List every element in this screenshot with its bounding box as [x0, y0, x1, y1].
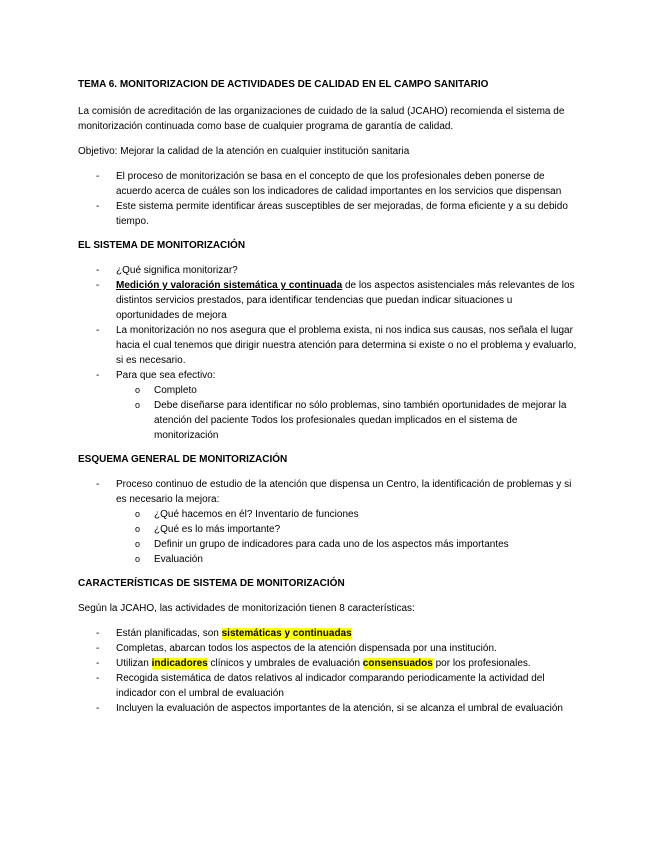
objective-paragraph: Objetivo: Mejorar la calidad de la atención en cualquier institución sanitaria	[78, 146, 410, 157]
document-page	[78, 78, 578, 716]
sub-list-item: o Completo	[116, 383, 578, 398]
sub-list-item: o ¿Qué es lo más importante?	[116, 522, 578, 537]
section-heading-sistema: EL SISTEMA DE MONITORIZACIÓN	[78, 240, 246, 251]
list-item	[78, 626, 578, 641]
section-heading-esquema: ESQUEMA GENERAL DE MONITORIZACIÓN	[78, 454, 288, 465]
list-item-text: Utilizan	[116, 658, 152, 669]
definition-rest: de los aspectos asistenciales más relevantes de los distintos servicios prestados, para identificar tendencias que puedan indicar situaciones u oportunidades de mejora	[116, 280, 575, 321]
intro-paragraph: La comisión de acreditación de las organizaciones de cuidado de la salud (JCAHO) recomienda el sistema de monitorización continuada como base de cualquier programa de garantía de calidad.	[78, 106, 565, 132]
sub-list-item: o Definir un grupo de indicadores para cada uno de los aspectos más importantes	[116, 537, 578, 552]
sub-list-item: o Debe diseñarse para identificar no sólo problemas, sino también oportunidades de mejorar la atención del paciente Todos los profesionales quedan implicados en el sistema de monitorización	[116, 398, 578, 443]
section1-bullet-list	[78, 263, 578, 443]
highlight-indicadores: indicadores	[151, 658, 208, 669]
highlight-sistematicas: sistemáticas y continuadas	[221, 628, 352, 639]
sub-list-item: o ¿Qué hacemos en él? Inventario de funciones	[116, 507, 578, 522]
section-heading-caracteristicas: CARACTERÍSTICAS DE SISTEMA DE MONITORIZACIÓN	[78, 578, 345, 589]
list-item: - ¿Qué significa monitorizar?	[78, 263, 578, 278]
sub-list	[116, 383, 578, 443]
list-item: - Completas, abarcan todos los aspectos de la atención dispensada por una institución.	[78, 641, 578, 656]
list-item-text: Para que sea efectivo:	[116, 370, 216, 381]
list-item-text: por los profesionales.	[432, 658, 531, 669]
list-item	[78, 477, 578, 567]
page-title: TEMA 6. MONITORIZACION DE ACTIVIDADES DE CALIDAD EN EL CAMPO SANITARIO	[78, 79, 489, 90]
list-item-text: Están planificadas, son	[116, 628, 222, 639]
list-item: - Recogida sistemática de datos relativos al indicador comparando periodicamente la actividad del indicador con el umbral de evaluación	[78, 671, 578, 701]
highlight-consensuados: consensuados	[362, 658, 433, 669]
list-item: - La monitorización no nos asegura que el problema exista, ni nos indica sus causas, nos señala el lugar hacia el cual tenemos que dirigir nuestra atención para determina si existe o no el problema y evaluarlo, si es necesario.	[78, 323, 578, 368]
intro-bullet-list	[78, 169, 578, 229]
list-item-text: Proceso continuo de estudio de la atención que dispensa un Centro, la identificación de problemas y si es necesario la mejora:	[116, 479, 572, 505]
section2-bullet-list	[78, 477, 578, 567]
section3-lead: Según la JCAHO, las actividades de monitorización tienen 8 características:	[78, 603, 415, 614]
sub-list-item: o Evaluación	[116, 552, 578, 567]
list-item	[78, 656, 578, 671]
section3-bullet-list	[78, 626, 578, 716]
list-item	[78, 278, 578, 323]
list-item-text: clínicos y umbrales de evaluación	[207, 658, 363, 669]
list-item	[78, 368, 578, 443]
list-item: - Incluyen la evaluación de aspectos importantes de la atención, si se alcanza el umbral de evaluación	[78, 701, 578, 716]
underlined-definition: Medición y valoración sistemática y continuada	[116, 280, 343, 291]
list-item: - El proceso de monitorización se basa en el concepto de que los profesionales deben ponerse de acuerdo acerca de cuáles son los indicadores de calidad importantes en los servicios que dispensan	[78, 169, 578, 199]
sub-list	[116, 507, 578, 567]
list-item: - Este sistema permite identificar áreas susceptibles de ser mejoradas, de forma eficiente y a su debido tiempo.	[78, 199, 578, 229]
